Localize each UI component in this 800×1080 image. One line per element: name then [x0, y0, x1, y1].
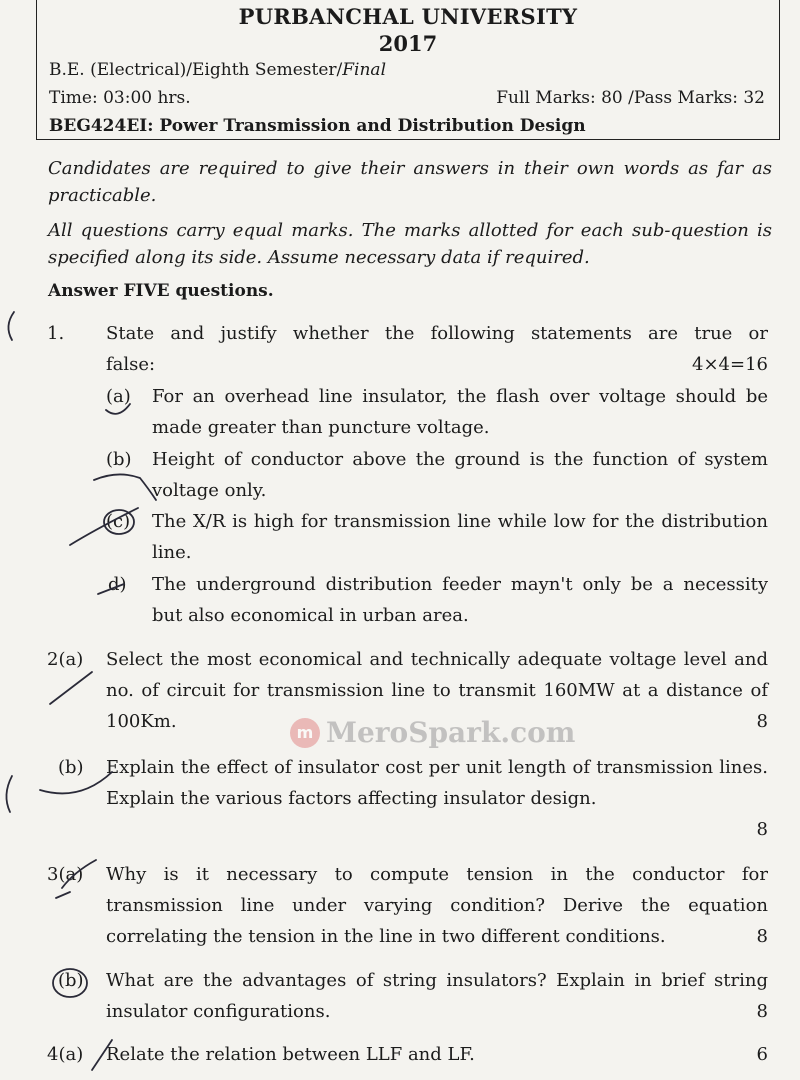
watermark-logo-icon: m — [290, 718, 320, 748]
q1-stem-line1: State and justify whether the following statements are true or — [106, 323, 768, 344]
q2b-text: Explain the effect of insulator cost per unit length of transmission lines. Explain the various factors affecting insulator design. — [106, 757, 768, 809]
answer-instruction: Answer FIVE questions. — [48, 281, 274, 301]
q2a-marks: 8 — [756, 711, 768, 732]
q3a-text: Why is it necessary to compute tension in the conductor for transmission line under varying condition? Derive the equation correlating the tension in the line in two different conditions. — [106, 864, 768, 947]
program-text: B.E. (Electrical)/Eighth Semester/ — [49, 60, 343, 80]
q1-stem-line2: false: — [106, 354, 156, 375]
subject-title: BEG424EI: Power Transmission and Distribution Design — [49, 116, 586, 136]
q4a-marks: 6 — [756, 1044, 768, 1065]
exam-year: 2017 — [378, 31, 438, 56]
q2a-slash-mark — [50, 672, 92, 704]
watermark — [290, 716, 575, 749]
q3a-marks: 8 — [756, 926, 768, 947]
q3b-number: (b) — [58, 970, 84, 991]
q1d-label: d) — [108, 574, 127, 595]
instruction-2: All questions carry equal marks. The marks allotted for each sub-question is specified along its side. Assume necessary data if required. — [48, 220, 772, 268]
q1-number: 1. — [47, 323, 65, 344]
exam-header — [36, 0, 780, 140]
q4a-number: 4(a) — [47, 1044, 84, 1065]
margin-bracket-mark-2 — [6, 776, 12, 812]
margin-bracket-mark — [8, 312, 14, 340]
program-final: Final — [342, 60, 387, 80]
exam-time: Time: 03:00 hrs. — [49, 88, 191, 108]
university-name: PURBANCHAL UNIVERSITY — [238, 4, 578, 29]
q1c-label: (c) — [106, 511, 131, 532]
q1b-text: Height of conductor above the ground is the function of system voltage only. — [152, 449, 768, 501]
watermark-text: MeroSpark.com — [326, 716, 576, 749]
q3b-marks: 8 — [756, 1001, 768, 1022]
q3a-number: 3(a) — [47, 864, 84, 885]
q2a-number: 2(a) — [47, 649, 84, 670]
q2a-text: Select the most economical and technically adequate voltage level and no. of circuit for transmission line to transmit 160MW at a distance of 100Km. — [106, 649, 768, 732]
q1b-label: (b) — [106, 449, 132, 470]
q3b-text: What are the advantages of string insulators? Explain in brief string insulator configurations. — [106, 970, 768, 1022]
q1a-text: For an overhead line insulator, the flash over voltage should be made greater than puncture voltage. — [152, 386, 768, 438]
program-line — [49, 60, 386, 80]
q4a-text: Relate the relation between LLF and LF. — [106, 1044, 475, 1065]
q1b-check-mark — [94, 474, 156, 500]
q1c-text: The X/R is high for transmission line while low for the distribution line. — [152, 511, 768, 563]
q1d-text: The underground distribution feeder mayn't only be a necessity but also economical in urban area. — [152, 574, 768, 626]
q1-marks: 4×4=16 — [692, 354, 768, 375]
instruction-1: Candidates are required to give their answers in their own words as far as practicable. — [48, 158, 772, 206]
q2b-marks: 8 — [756, 819, 768, 840]
exam-marks: Full Marks: 80 /Pass Marks: 32 — [496, 88, 765, 108]
q1a-label: (a) — [106, 386, 131, 407]
q2b-number: (b) — [58, 757, 84, 778]
